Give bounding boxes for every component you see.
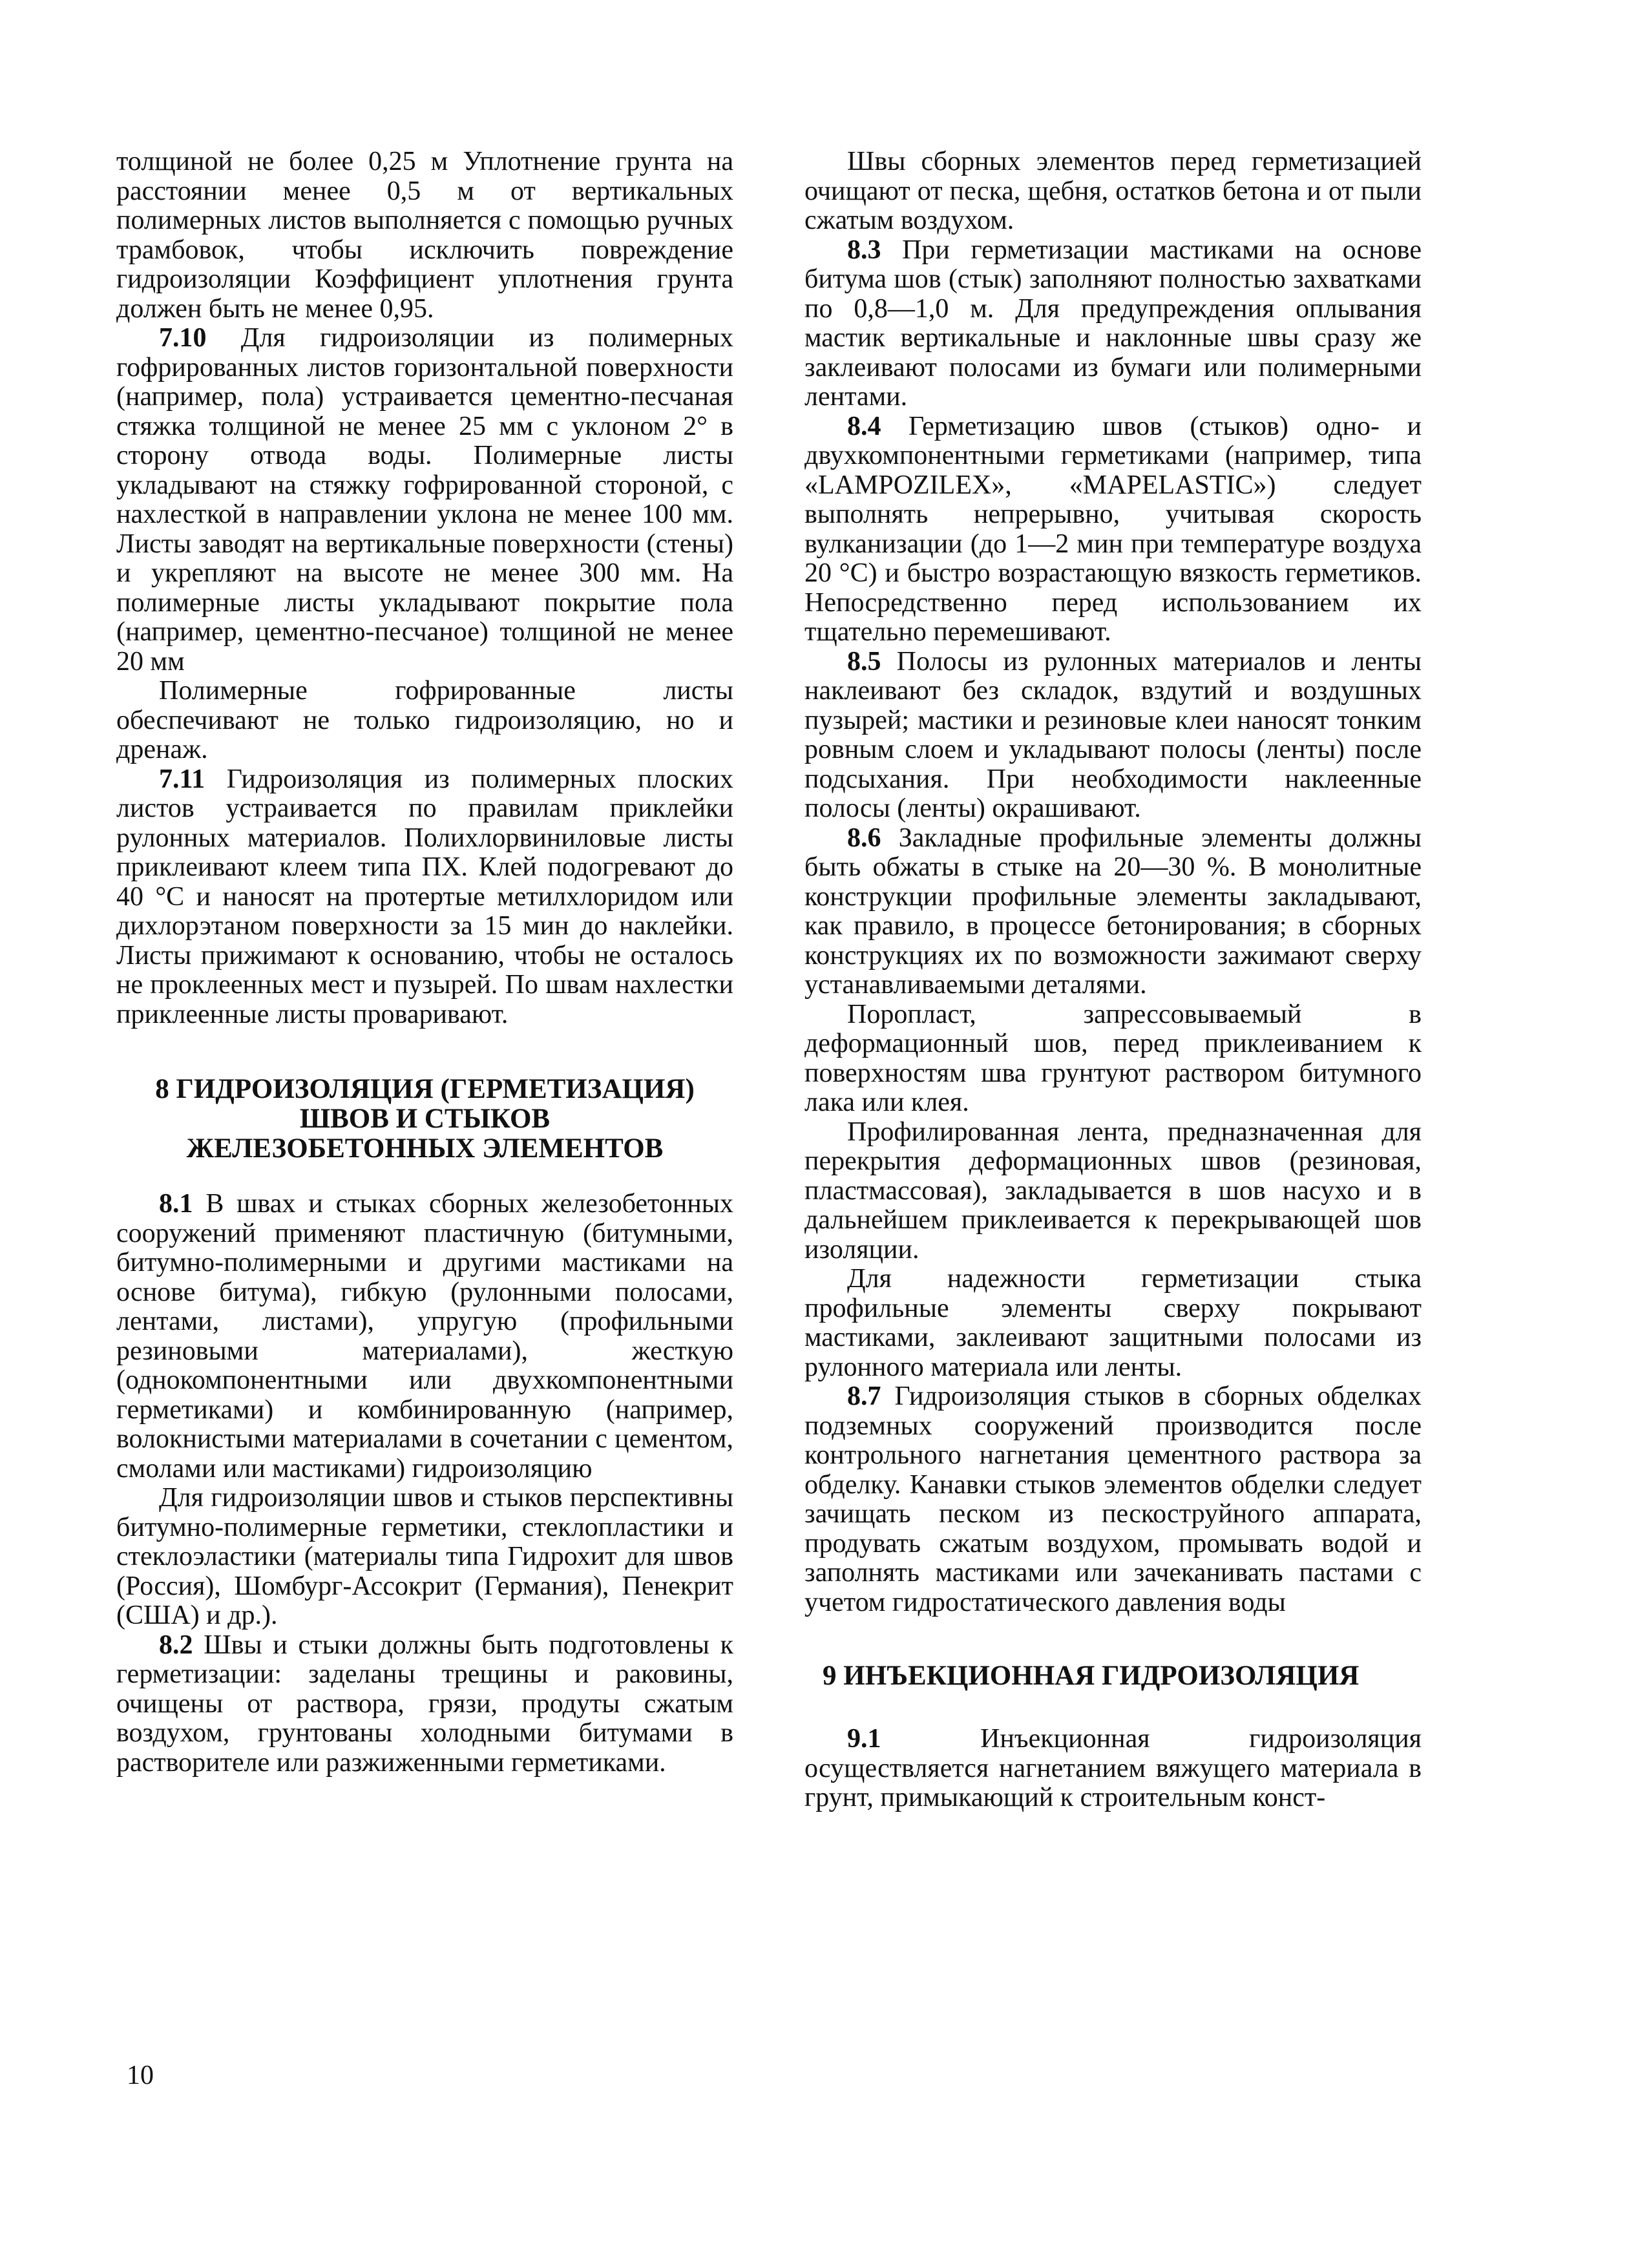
clause-number: 7.11	[159, 764, 205, 794]
clause-number: 8.5	[847, 646, 881, 677]
right-column	[804, 147, 1422, 1813]
page-number: 10	[127, 2061, 154, 2090]
clause-number: 8.7	[847, 1381, 881, 1411]
paragraph-8-4	[804, 412, 1422, 647]
clause-text: Гидроизоляция из полимерных плоских листов устраивается по правилам приклейки рулонных материалов. Полихлорвиниловые листы приклеивают клеем типа ПХ. Клей подогревают до 40 °С и наносят на протертые метилхлоридом или дихлорэтаном поверхности за 15 мин до наклейки. Листы прижимают к основанию, чтобы не осталось не проклеенных мест и пузырей. По швам нахлестки приклеенные листы проваривают.	[116, 764, 733, 1029]
paragraph-8-6-note-3: Для надежности герметизации стыка профильные элементы сверху покрывают мастиками, заклеивают защитными полосами из рулонного материала или ленты.	[804, 1264, 1422, 1382]
paragraph-continued: толщиной не более 0,25 м Уплотнение грунта на расстоянии менее 0,5 м от вертикальных полимерных листов выполняется с помощью ручных трамбовок, чтобы исключить повреждение гидроизоляции Коэффициент уплотнения грунта должен быть не менее 0,95.	[116, 147, 733, 324]
paragraph-continued: Швы сборных элементов перед герметизацией очищают от песка, щебня, остатков бетона и от пыли сжатым воздухом.	[804, 147, 1422, 235]
clause-text: При герметизации мастиками на основе битума шов (стык) заполняют полностью захватками по 0,8—1,0 м. Для предупреждения оплывания мастик вертикальные и наклонные швы сразу же заклеивают полосами из бумаги или полимерными лентами.	[804, 235, 1422, 412]
left-column	[116, 147, 733, 1778]
clause-number: 8.6	[847, 823, 881, 853]
paragraph-7-10-note: Полимерные гофрированные листы обеспечивают не только гидроизоляцию, но и дренаж.	[116, 676, 733, 764]
heading-line: 8 ГИДРОИЗОЛЯЦИЯ (ГЕРМЕТИЗАЦИЯ)	[155, 1074, 695, 1104]
clause-text: Полосы из рулонных материалов и ленты наклеивают без складок, вздутий и воздушных пузырей; мастики и резиновые клеи наносят тонким ровным слоем и укладывают полосы (ленты) после подсыхания. При необходимости наклеенные полосы (ленты) окрашивают.	[804, 646, 1422, 823]
paragraph-8-2	[116, 1631, 733, 1778]
clause-number: 8.4	[847, 411, 881, 441]
clause-number: 9.1	[847, 1724, 881, 1754]
paragraph-7-10	[116, 324, 733, 677]
clause-text: Швы и стыки должны быть подготовлены к герметизации: заделаны трещины и раковины, очищены от раствора, грязи, продуты сжатым воздухом, грунтованы холодными битумами в растворителе или разжиженными герметиками.	[116, 1630, 733, 1778]
heading-line: ЖЕЛЕЗОБЕТОННЫХ ЭЛЕМЕНТОВ	[186, 1133, 664, 1164]
paragraph-8-1	[116, 1190, 733, 1484]
clause-text: Герметизацию швов (стыков) одно- и двухкомпонентными герметиками (например, типа «LAMPOZILEX», «MAPELASTIC») следует выполнять непрерывно, учитывая скорость вулканизации (до 1—2 мин при температуре воздуха 20 °С) и быстро возрастающую вязкость герметиков. Непосредственно перед использованием их тщательно перемешивают.	[804, 411, 1422, 647]
paragraph-8-6-note-1: Поропласт, запрессовываемый в деформационный шов, перед приклеиванием к поверхностям шва грунтуют раствором битумного лака или клея.	[804, 999, 1422, 1117]
clause-number: 8.1	[159, 1189, 193, 1219]
clause-number: 8.2	[159, 1630, 193, 1660]
paragraph-7-11	[116, 765, 733, 1030]
paragraph-8-6-note-2: Профилированная лента, предназначенная для перекрытия деформационных швов (резиновая, пластмассовая), закладывается в шов насухо и в дальнейшем приклеивается к перекрывающей шов изоляции.	[804, 1117, 1422, 1265]
heading-line: ШВОВ И СТЫКОВ	[299, 1104, 551, 1134]
clause-number: 7.10	[159, 323, 207, 353]
paragraph-8-3	[804, 236, 1422, 412]
paragraph-8-6	[804, 824, 1422, 1000]
paragraph-8-1-note: Для гидроизоляции швов и стыков перспективны битумно-полимерные герметики, стеклопластики и стеклоэластики (материалы типа Гидрохит для швов (Россия), Шомбург-Ассокрит (Германия), Пенекрит (США) и др.).	[116, 1483, 733, 1630]
clause-text: Инъекционная гидроизоляция осуществляется нагнетанием вяжущего материала в грунт, примыкающий к строительным конст-	[804, 1724, 1422, 1812]
clause-text: Для гидроизоляции из полимерных гофрированных листов горизонтальной поверхности (например, пола) устраивается цементно-песчаная стяжка толщиной не менее 25 мм с уклоном 2° в сторону отвода воды. Полимерные листы укладывают на стяжку гофрированной стороной, с нахлесткой в направлении уклона не менее 100 мм. Листы заводят на вертикальные поверхности (стены) и укрепляют на высоте не менее 300 мм. На полимерные листы укладывают покрытие пола (например, цементно-песчаное) толщиной не менее 20 мм	[116, 323, 733, 677]
paragraph-8-7	[804, 1382, 1422, 1617]
clause-text: Закладные профильные элементы должны быть обжаты в стыке на 20—30 %. В монолитные конструкции профильные элементы закладывают, как правило, в процессе бетонирования; в сборных конструкциях их по возможности зажимают сверху устанавливаемыми деталями.	[804, 823, 1422, 1000]
clause-text: В швах и стыках сборных железобетонных сооружений применяют пластичную (битумными, битумно-полимерными и другими мастиками на основе битума), гибкую (рулонными полосами, лентами, листами), упругую (профильными резиновыми материалами), жесткую (однокомпонентными или двухкомпонентными герметиками) и комбинированную (например, волокнистыми материалами в сочетании с цементом, смолами или мастиками) гидроизоляцию	[116, 1189, 733, 1484]
section-9-heading: 9 ИНЪЕКЦИОННАЯ ГИДРОИЗОЛЯЦИЯ	[823, 1661, 1360, 1691]
paragraph-8-5	[804, 647, 1422, 824]
clause-number: 8.3	[847, 235, 881, 265]
paragraph-9-1	[804, 1725, 1422, 1813]
clause-text: Гидроизоляция стыков в сборных обделках подземных сооружений производится после контрольного нагнетания цементного раствора за обделку. Канавки стыков элементов обделки следует зачищать песком из пескоструйного аппарата, продувать сжатым воздухом, промывать водой и заполнять мастиками или зачеканивать пастами с учетом гидростатического давления воды	[804, 1381, 1422, 1617]
section-8-heading	[116, 1075, 733, 1164]
